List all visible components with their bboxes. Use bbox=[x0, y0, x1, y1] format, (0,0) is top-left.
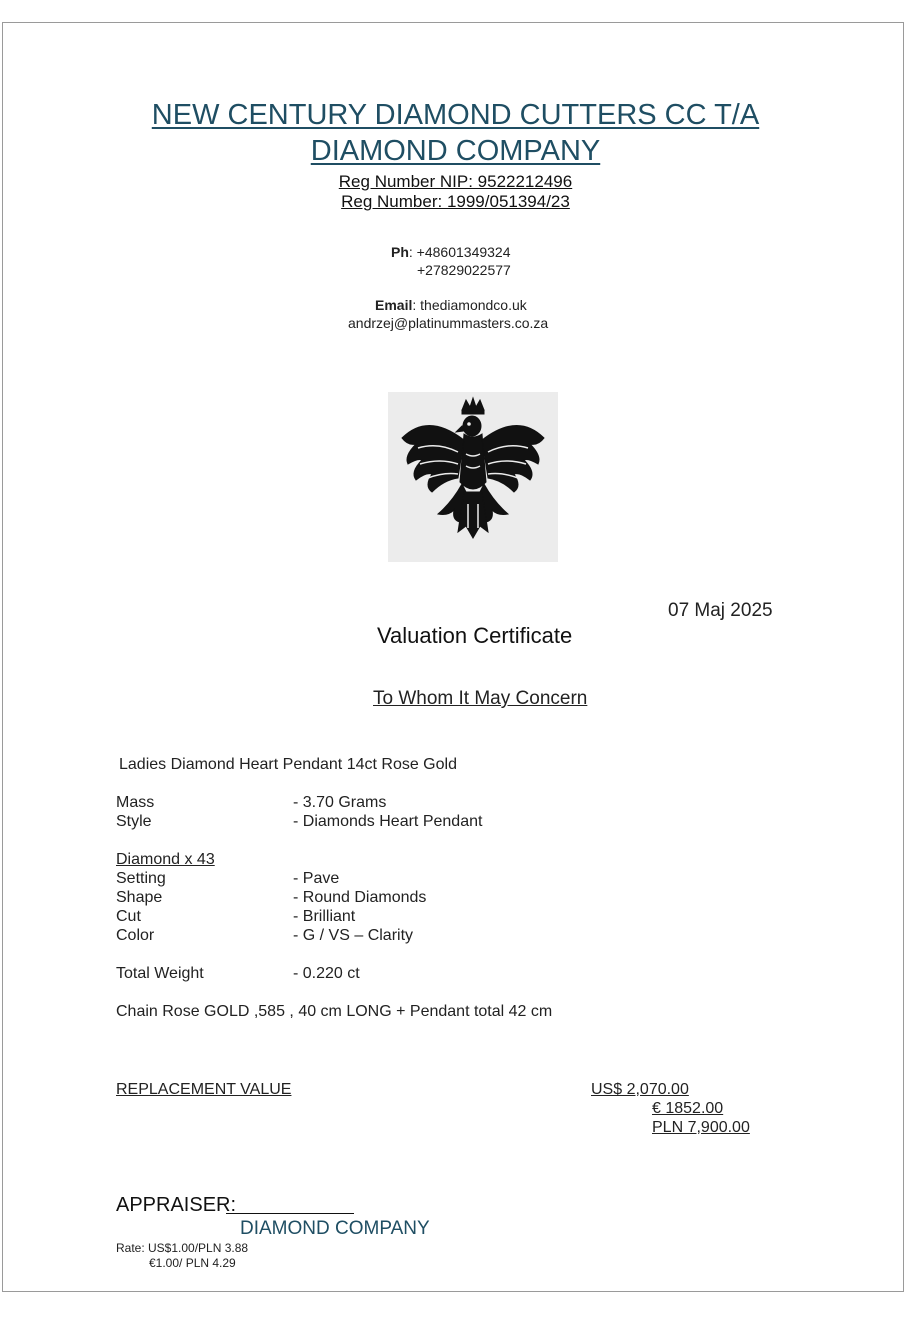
replacement-value-usd: US$ 2,070.00 bbox=[591, 1081, 689, 1098]
replacement-value-label: REPLACEMENT VALUE bbox=[116, 1081, 292, 1098]
email-1: : thediamondco.uk bbox=[412, 297, 527, 313]
exchange-rate-usd: Rate: US$1.00/PLN 3.88 bbox=[116, 1241, 249, 1255]
replacement-value-pln: PLN 7,900.00 bbox=[652, 1119, 750, 1136]
spec-label-cut: Cut bbox=[116, 908, 141, 925]
spec-value-setting: - Pave bbox=[293, 870, 340, 887]
spec-label-shape: Shape bbox=[116, 889, 163, 906]
spec-value-cut: - Brilliant bbox=[293, 908, 356, 925]
spec-value-style: - Diamonds Heart Pendant bbox=[293, 813, 483, 830]
phone-1: : +48601349324 bbox=[408, 244, 511, 260]
spec-label-setting: Setting bbox=[116, 870, 166, 887]
reg-number: Reg Number: 1999/051394/23 bbox=[341, 192, 570, 211]
spec-value-shape: - Round Diamonds bbox=[293, 889, 427, 906]
spec-label-style: Style bbox=[116, 813, 152, 830]
spec-label-mass: Mass bbox=[116, 794, 155, 811]
certificate-date: 07 Maj 2025 bbox=[668, 600, 773, 621]
spec-value-color: - G / VS – Clarity bbox=[293, 927, 414, 944]
diamond-heading: Diamond x 43 bbox=[116, 851, 215, 868]
signature-line bbox=[226, 1213, 354, 1214]
chain-description: Chain Rose GOLD ,585 , 40 cm LONG + Pendant total 42 cm bbox=[116, 1003, 553, 1020]
phone-label: Ph bbox=[391, 244, 409, 260]
page-border bbox=[2, 22, 904, 1292]
email-label: Email bbox=[375, 297, 413, 313]
spec-value-mass: - 3.70 Grams bbox=[293, 794, 387, 811]
item-description: Ladies Diamond Heart Pendant 14ct Rose Gold bbox=[119, 756, 457, 773]
polish-eagle-emblem-icon bbox=[388, 392, 558, 562]
replacement-value-eur: € 1852.00 bbox=[652, 1100, 724, 1117]
exchange-rate-eur: €1.00/ PLN 4.29 bbox=[149, 1256, 236, 1270]
email-2: andrzej@platinummasters.co.za bbox=[348, 315, 549, 331]
spec-label-color: Color bbox=[116, 927, 155, 944]
total-weight-value: - 0.220 ct bbox=[293, 965, 360, 982]
company-name-line1: NEW CENTURY DIAMOND CUTTERS CC T/A bbox=[151, 99, 760, 131]
company-name-line2: DIAMOND COMPANY bbox=[310, 135, 601, 167]
emblem-panel bbox=[388, 392, 558, 562]
reg-number-nip: Reg Number NIP: 9522212496 bbox=[338, 172, 573, 191]
salutation: To Whom It May Concern bbox=[373, 688, 588, 709]
phone-line-1 bbox=[391, 244, 511, 260]
appraiser-company: DIAMOND COMPANY bbox=[240, 1218, 430, 1239]
total-weight-label: Total Weight bbox=[116, 965, 204, 982]
appraiser-label: APPRAISER: bbox=[116, 1194, 237, 1216]
phone-2: +27829022577 bbox=[417, 262, 511, 278]
email-line-1 bbox=[375, 297, 527, 313]
certificate-title: Valuation Certificate bbox=[377, 623, 573, 648]
